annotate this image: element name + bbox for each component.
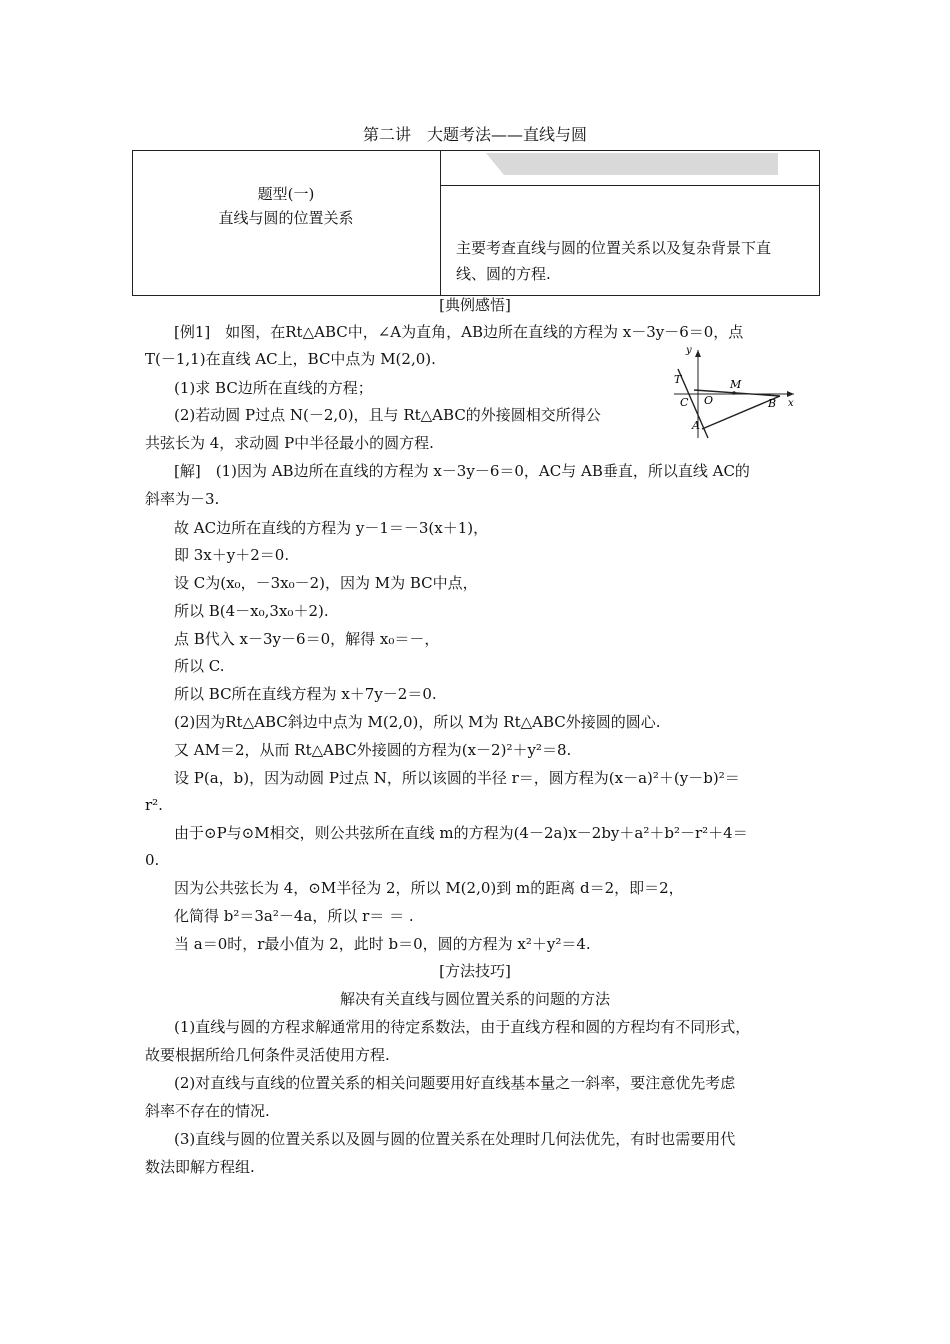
method-line: (1)直线与圆的方程求解通常用的待定系数法，由于直线方程和圆的方程均有不同形式， xyxy=(174,1018,751,1036)
solution-line: 设 P(a，b)，因为动圆 P过点 N，所以该圆的半径 r＝，圆方程为(x－a)²＋(y－b)²＝ xyxy=(174,769,740,787)
topic-description-line2: 线、圆的方程. xyxy=(456,265,551,283)
topic-description-line1: 主要考查直线与圆的位置关系以及复杂背景下直 xyxy=(456,239,772,257)
x-axis-arrow xyxy=(787,391,794,397)
figure-label-t: T xyxy=(674,373,682,386)
solution-line: r². xyxy=(145,796,163,814)
solution-line: 当 a＝0时，r最小值为 2，此时 b＝0，圆的方程为 x²＋y²＝4. xyxy=(174,935,591,953)
solution-line: 0. xyxy=(145,851,160,869)
topic-name-label: 直线与圆的位置关系 xyxy=(218,209,354,227)
section-heading-methods: [方法技巧] xyxy=(439,962,511,980)
solution-line: 点 B代入 x－3y－6＝0，解得 x₀＝－， xyxy=(174,630,440,648)
solution-line: 故 AC边所在直线的方程为 y－1＝－3(x＋1)， xyxy=(174,519,489,537)
figure-label-m: M xyxy=(730,378,742,391)
example-line-1: [例1] 如图，在Rt△ABC中，∠A为直角，AB边所在直线的方程为 x－3y－6＝0，点 xyxy=(174,323,744,341)
figure-label-y: y xyxy=(686,345,692,356)
page-title: 第二讲 大题考法——直线与圆 xyxy=(362,125,587,144)
topic-type-label: 题型(一) xyxy=(257,185,315,203)
solution-line: 由于⊙P与⊙M相交，则公共弦所在直线 m的方程为(4－2a)x－2by＋a²＋b²－r²＋4＝ xyxy=(174,824,748,842)
method-line: 斜率不存在的情况. xyxy=(145,1102,270,1120)
figure-label-a: A xyxy=(692,419,700,432)
solution-line: 斜率为－3. xyxy=(145,490,220,508)
solution-line: [解] (1)因为 AB边所在直线的方程为 x－3y－6＝0，AC与 AB垂直，所以直线 AC的 xyxy=(174,462,750,480)
method-line: 数法即解方程组. xyxy=(145,1158,255,1176)
example-question-2-line1: (2)若动圆 P过点 N(－2,0)，且与 Rt△ABC的外接圆相交所得公 xyxy=(174,406,601,424)
figure-label-b: B xyxy=(768,397,777,410)
method-line: (3)直线与圆的位置关系以及圆与圆的位置关系在处理时几何法优先，有时也需要用代 xyxy=(174,1130,736,1148)
y-axis-arrow xyxy=(695,350,701,357)
solution-line: 设 C为(x₀，－3x₀－2)，因为 M为 BC中点， xyxy=(174,574,478,592)
table-divider-horizontal xyxy=(440,185,819,186)
solution-line: 因为公共弦长为 4，⊙M半径为 2，所以 M(2,0)到 m的距离 d＝2，即＝2， xyxy=(174,879,684,897)
figure-label-x: x xyxy=(788,398,794,409)
figure-label-o: O xyxy=(704,394,714,407)
methods-title: 解决有关直线与圆位置关系的问题的方法 xyxy=(339,990,610,1008)
header-banner-graphic xyxy=(486,153,778,175)
solution-line: 所以 C. xyxy=(174,657,225,675)
triangle-figure xyxy=(668,344,798,440)
solution-line: 化简得 b²＝3a²－4a，所以 r＝ ＝ . xyxy=(174,907,414,925)
method-line: (2)对直线与直线的位置关系的相关问题要用好直线基本量之一斜率，要注意优先考虑 xyxy=(174,1074,736,1092)
point-m xyxy=(732,391,736,395)
solution-line: 即 3x＋y＋2＝0. xyxy=(174,546,290,564)
solution-line: 所以 B(4－x₀,3x₀＋2). xyxy=(174,602,329,620)
table-divider-vertical xyxy=(440,150,441,295)
solution-line: 所以 BC所在直线方程为 x＋7y－2＝0. xyxy=(174,685,437,703)
method-line: 故要根据所给几何条件灵活使用方程. xyxy=(145,1046,390,1064)
solution-line: 又 AM＝2，从而 Rt△ABC外接圆的方程为(x－2)²＋y²＝8. xyxy=(174,741,572,759)
example-question-2-line2: 共弦长为 4，求动圆 P中半径最小的圆方程. xyxy=(145,434,434,452)
example-question-1: (1)求 BC边所在直线的方程； xyxy=(174,379,373,397)
figure-label-c: C xyxy=(680,396,689,409)
section-heading-examples: [典例感悟] xyxy=(439,296,511,314)
solution-line: (2)因为Rt△ABC斜边中点为 M(2,0)，所以 M为 Rt△ABC外接圆的圆心. xyxy=(174,713,661,731)
example-line-2: T(－1,1)在直线 AC上，BC中点为 M(2,0). xyxy=(145,350,436,368)
